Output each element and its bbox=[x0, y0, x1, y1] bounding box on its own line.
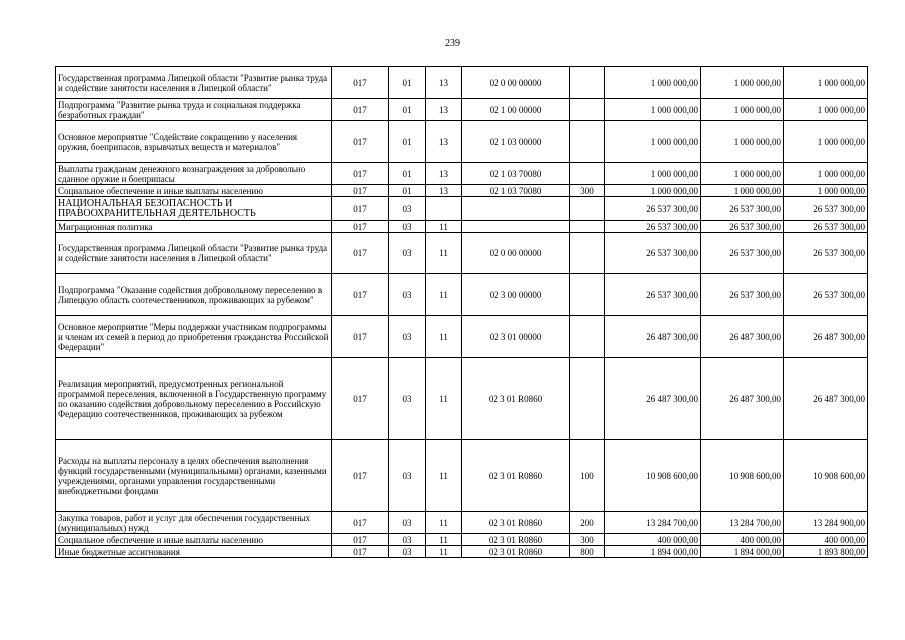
subsection-code: 11 bbox=[426, 316, 462, 358]
section-code: 03 bbox=[389, 358, 426, 440]
admin-code: 017 bbox=[332, 512, 389, 534]
target-code: 02 1 03 00000 bbox=[462, 121, 570, 163]
row-description: Основное мероприятие "Меры поддержки участникам подпрограммы и членам их семей в период до приобретения гражданства Российской Федерации" bbox=[56, 316, 332, 358]
table-row bbox=[56, 185, 868, 197]
expense-type-code bbox=[570, 121, 605, 163]
section-code: 03 bbox=[389, 197, 426, 221]
row-description: Иные бюджетные ассигнования bbox=[56, 546, 332, 558]
amount-year-2: 1 000 000,00 bbox=[701, 99, 784, 121]
target-code: 02 3 01 R0860 bbox=[462, 534, 570, 546]
expense-type-code bbox=[570, 163, 605, 185]
subsection-code: 11 bbox=[426, 534, 462, 546]
table-row bbox=[56, 197, 868, 221]
subsection-code: 11 bbox=[426, 546, 462, 558]
admin-code: 017 bbox=[332, 99, 389, 121]
expense-type-code bbox=[570, 316, 605, 358]
table-row bbox=[56, 163, 868, 185]
table-row bbox=[56, 221, 868, 233]
subsection-code: 13 bbox=[426, 67, 462, 99]
table-row bbox=[56, 316, 868, 358]
amount-year-3: 26 537 300,00 bbox=[784, 233, 868, 274]
amount-year-1: 1 894 000,00 bbox=[605, 546, 701, 558]
target-code: 02 3 00 00000 bbox=[462, 274, 570, 316]
row-description: Государственная программа Липецкой области "Развитие рынка труда и содействие занятости населения в Липецкой области" bbox=[56, 233, 332, 274]
section-code: 03 bbox=[389, 233, 426, 274]
amount-year-2: 400 000,00 bbox=[701, 534, 784, 546]
section-code: 01 bbox=[389, 67, 426, 99]
amount-year-2: 26 537 300,00 bbox=[701, 197, 784, 221]
amount-year-1: 1 000 000,00 bbox=[605, 67, 701, 99]
amount-year-1: 13 284 700,00 bbox=[605, 512, 701, 534]
admin-code: 017 bbox=[332, 534, 389, 546]
amount-year-3: 1 000 000,00 bbox=[784, 67, 868, 99]
expense-type-code bbox=[570, 221, 605, 233]
target-code: 02 3 01 R0860 bbox=[462, 358, 570, 440]
amount-year-3: 13 284 900,00 bbox=[784, 512, 868, 534]
amount-year-2: 26 537 300,00 bbox=[701, 274, 784, 316]
section-code: 01 bbox=[389, 163, 426, 185]
admin-code: 017 bbox=[332, 440, 389, 512]
amount-year-2: 26 487 300,00 bbox=[701, 358, 784, 440]
row-description: Подпрограмма "Оказание содействия добровольному переселению в Липецкую область соотечественников, проживающих за рубежом" bbox=[56, 274, 332, 316]
amount-year-2: 1 000 000,00 bbox=[701, 67, 784, 99]
amount-year-3: 1 000 000,00 bbox=[784, 99, 868, 121]
admin-code: 017 bbox=[332, 197, 389, 221]
budget-table bbox=[55, 66, 868, 558]
target-code: 02 1 03 70080 bbox=[462, 163, 570, 185]
amount-year-3: 1 893 800,00 bbox=[784, 546, 868, 558]
table-row bbox=[56, 67, 868, 99]
amount-year-2: 1 000 000,00 bbox=[701, 163, 784, 185]
target-code: 02 1 03 70080 bbox=[462, 185, 570, 197]
target-code: 02 1 00 00000 bbox=[462, 99, 570, 121]
subsection-code: 13 bbox=[426, 185, 462, 197]
amount-year-2: 26 537 300,00 bbox=[701, 221, 784, 233]
row-description: Миграционная политика bbox=[56, 221, 332, 233]
admin-code: 017 bbox=[332, 274, 389, 316]
amount-year-3: 400 000,00 bbox=[784, 534, 868, 546]
admin-code: 017 bbox=[332, 546, 389, 558]
amount-year-3: 1 000 000,00 bbox=[784, 121, 868, 163]
table-row bbox=[56, 512, 868, 534]
section-code: 03 bbox=[389, 316, 426, 358]
subsection-code: 11 bbox=[426, 221, 462, 233]
subsection-code: 13 bbox=[426, 163, 462, 185]
row-description: Социальное обеспечение и иные выплаты населению bbox=[56, 534, 332, 546]
expense-type-code: 800 bbox=[570, 546, 605, 558]
target-code bbox=[462, 197, 570, 221]
amount-year-1: 26 537 300,00 bbox=[605, 274, 701, 316]
row-description: Основное мероприятие "Содействие сокращению у населения оружия, боеприпасов, взрывчатых веществ и материалов" bbox=[56, 121, 332, 163]
amount-year-3: 1 000 000,00 bbox=[784, 185, 868, 197]
table-row bbox=[56, 121, 868, 163]
expense-type-code bbox=[570, 67, 605, 99]
expense-type-code: 200 bbox=[570, 512, 605, 534]
amount-year-2: 26 487 300,00 bbox=[701, 316, 784, 358]
target-code: 02 3 01 R0860 bbox=[462, 440, 570, 512]
admin-code: 017 bbox=[332, 233, 389, 274]
subsection-code: 11 bbox=[426, 512, 462, 534]
target-code: 02 3 01 R0860 bbox=[462, 546, 570, 558]
amount-year-3: 26 537 300,00 bbox=[784, 274, 868, 316]
table-row bbox=[56, 274, 868, 316]
table-row bbox=[56, 233, 868, 274]
section-code: 03 bbox=[389, 534, 426, 546]
admin-code: 017 bbox=[332, 185, 389, 197]
subsection-code: 11 bbox=[426, 274, 462, 316]
section-code: 01 bbox=[389, 121, 426, 163]
row-description: Реализация мероприятий, предусмотренных региональной программой переселения, включенной в Государственную программу по оказанию содействия добровольному переселению в Российскую Федерацию соотечественников, проживающих за рубежом bbox=[56, 358, 332, 440]
subsection-code: 11 bbox=[426, 358, 462, 440]
amount-year-1: 26 537 300,00 bbox=[605, 233, 701, 274]
section-code: 03 bbox=[389, 440, 426, 512]
amount-year-2: 1 894 000,00 bbox=[701, 546, 784, 558]
expense-type-code bbox=[570, 274, 605, 316]
subsection-code: 11 bbox=[426, 233, 462, 274]
admin-code: 017 bbox=[332, 163, 389, 185]
amount-year-3: 26 487 300,00 bbox=[784, 358, 868, 440]
amount-year-2: 10 908 600,00 bbox=[701, 440, 784, 512]
target-code bbox=[462, 221, 570, 233]
expense-type-code: 100 bbox=[570, 440, 605, 512]
section-code: 03 bbox=[389, 546, 426, 558]
amount-year-3: 1 000 000,00 bbox=[784, 163, 868, 185]
section-code: 03 bbox=[389, 221, 426, 233]
row-description: НАЦИОНАЛЬНАЯ БЕЗОПАСНОСТЬ И ПРАВООХРАНИТЕЛЬНАЯ ДЕЯТЕЛЬНОСТЬ bbox=[56, 197, 332, 221]
row-description: Социальное обеспечение и иные выплаты населению bbox=[56, 185, 332, 197]
amount-year-3: 10 908 600,00 bbox=[784, 440, 868, 512]
expense-type-code bbox=[570, 197, 605, 221]
table-row bbox=[56, 358, 868, 440]
section-code: 03 bbox=[389, 274, 426, 316]
amount-year-3: 26 537 300,00 bbox=[784, 221, 868, 233]
admin-code: 017 bbox=[332, 121, 389, 163]
row-description: Закупка товаров, работ и услуг для обеспечения государственных (муниципальных) нужд bbox=[56, 512, 332, 534]
amount-year-1: 1 000 000,00 bbox=[605, 163, 701, 185]
amount-year-1: 26 487 300,00 bbox=[605, 316, 701, 358]
target-code: 02 3 01 00000 bbox=[462, 316, 570, 358]
amount-year-3: 26 537 300,00 bbox=[784, 197, 868, 221]
section-code: 01 bbox=[389, 185, 426, 197]
expense-type-code: 300 bbox=[570, 534, 605, 546]
target-code: 02 0 00 00000 bbox=[462, 233, 570, 274]
amount-year-1: 10 908 600,00 bbox=[605, 440, 701, 512]
amount-year-2: 1 000 000,00 bbox=[701, 121, 784, 163]
expense-type-code bbox=[570, 99, 605, 121]
expense-type-code bbox=[570, 358, 605, 440]
table-row bbox=[56, 440, 868, 512]
subsection-code bbox=[426, 197, 462, 221]
expense-type-code bbox=[570, 233, 605, 274]
section-code: 03 bbox=[389, 512, 426, 534]
row-description: Государственная программа Липецкой области "Развитие рынка труда и содействие занятости населения в Липецкой области" bbox=[56, 67, 332, 99]
amount-year-2: 26 537 300,00 bbox=[701, 233, 784, 274]
budget-table-body bbox=[56, 67, 868, 558]
row-description: Расходы на выплаты персоналу в целях обеспечения выполнения функций государственными (муниципальными) органами, казенными учреждениями, органами управления государственными внебюджетными фондами bbox=[56, 440, 332, 512]
subsection-code: 11 bbox=[426, 440, 462, 512]
table-row bbox=[56, 99, 868, 121]
amount-year-1: 1 000 000,00 bbox=[605, 99, 701, 121]
amount-year-2: 1 000 000,00 bbox=[701, 185, 784, 197]
expense-type-code: 300 bbox=[570, 185, 605, 197]
amount-year-1: 400 000,00 bbox=[605, 534, 701, 546]
amount-year-1: 1 000 000,00 bbox=[605, 185, 701, 197]
target-code: 02 0 00 00000 bbox=[462, 67, 570, 99]
table-row bbox=[56, 534, 868, 546]
amount-year-1: 26 537 300,00 bbox=[605, 221, 701, 233]
amount-year-1: 26 487 300,00 bbox=[605, 358, 701, 440]
table-row bbox=[56, 546, 868, 558]
subsection-code: 13 bbox=[426, 121, 462, 163]
subsection-code: 13 bbox=[426, 99, 462, 121]
admin-code: 017 bbox=[332, 67, 389, 99]
admin-code: 017 bbox=[332, 316, 389, 358]
row-description: Подпрограмма "Развитие рынка труда и социальная поддержка безработных граждан" bbox=[56, 99, 332, 121]
row-description: Выплаты гражданам денежного вознаграждения за добровольно сданное оружие и боеприпасы bbox=[56, 163, 332, 185]
section-code: 01 bbox=[389, 99, 426, 121]
admin-code: 017 bbox=[332, 221, 389, 233]
admin-code: 017 bbox=[332, 358, 389, 440]
amount-year-3: 26 487 300,00 bbox=[784, 316, 868, 358]
page-number: 239 bbox=[445, 38, 460, 49]
amount-year-1: 1 000 000,00 bbox=[605, 121, 701, 163]
target-code: 02 3 01 R0860 bbox=[462, 512, 570, 534]
amount-year-2: 13 284 700,00 bbox=[701, 512, 784, 534]
amount-year-1: 26 537 300,00 bbox=[605, 197, 701, 221]
